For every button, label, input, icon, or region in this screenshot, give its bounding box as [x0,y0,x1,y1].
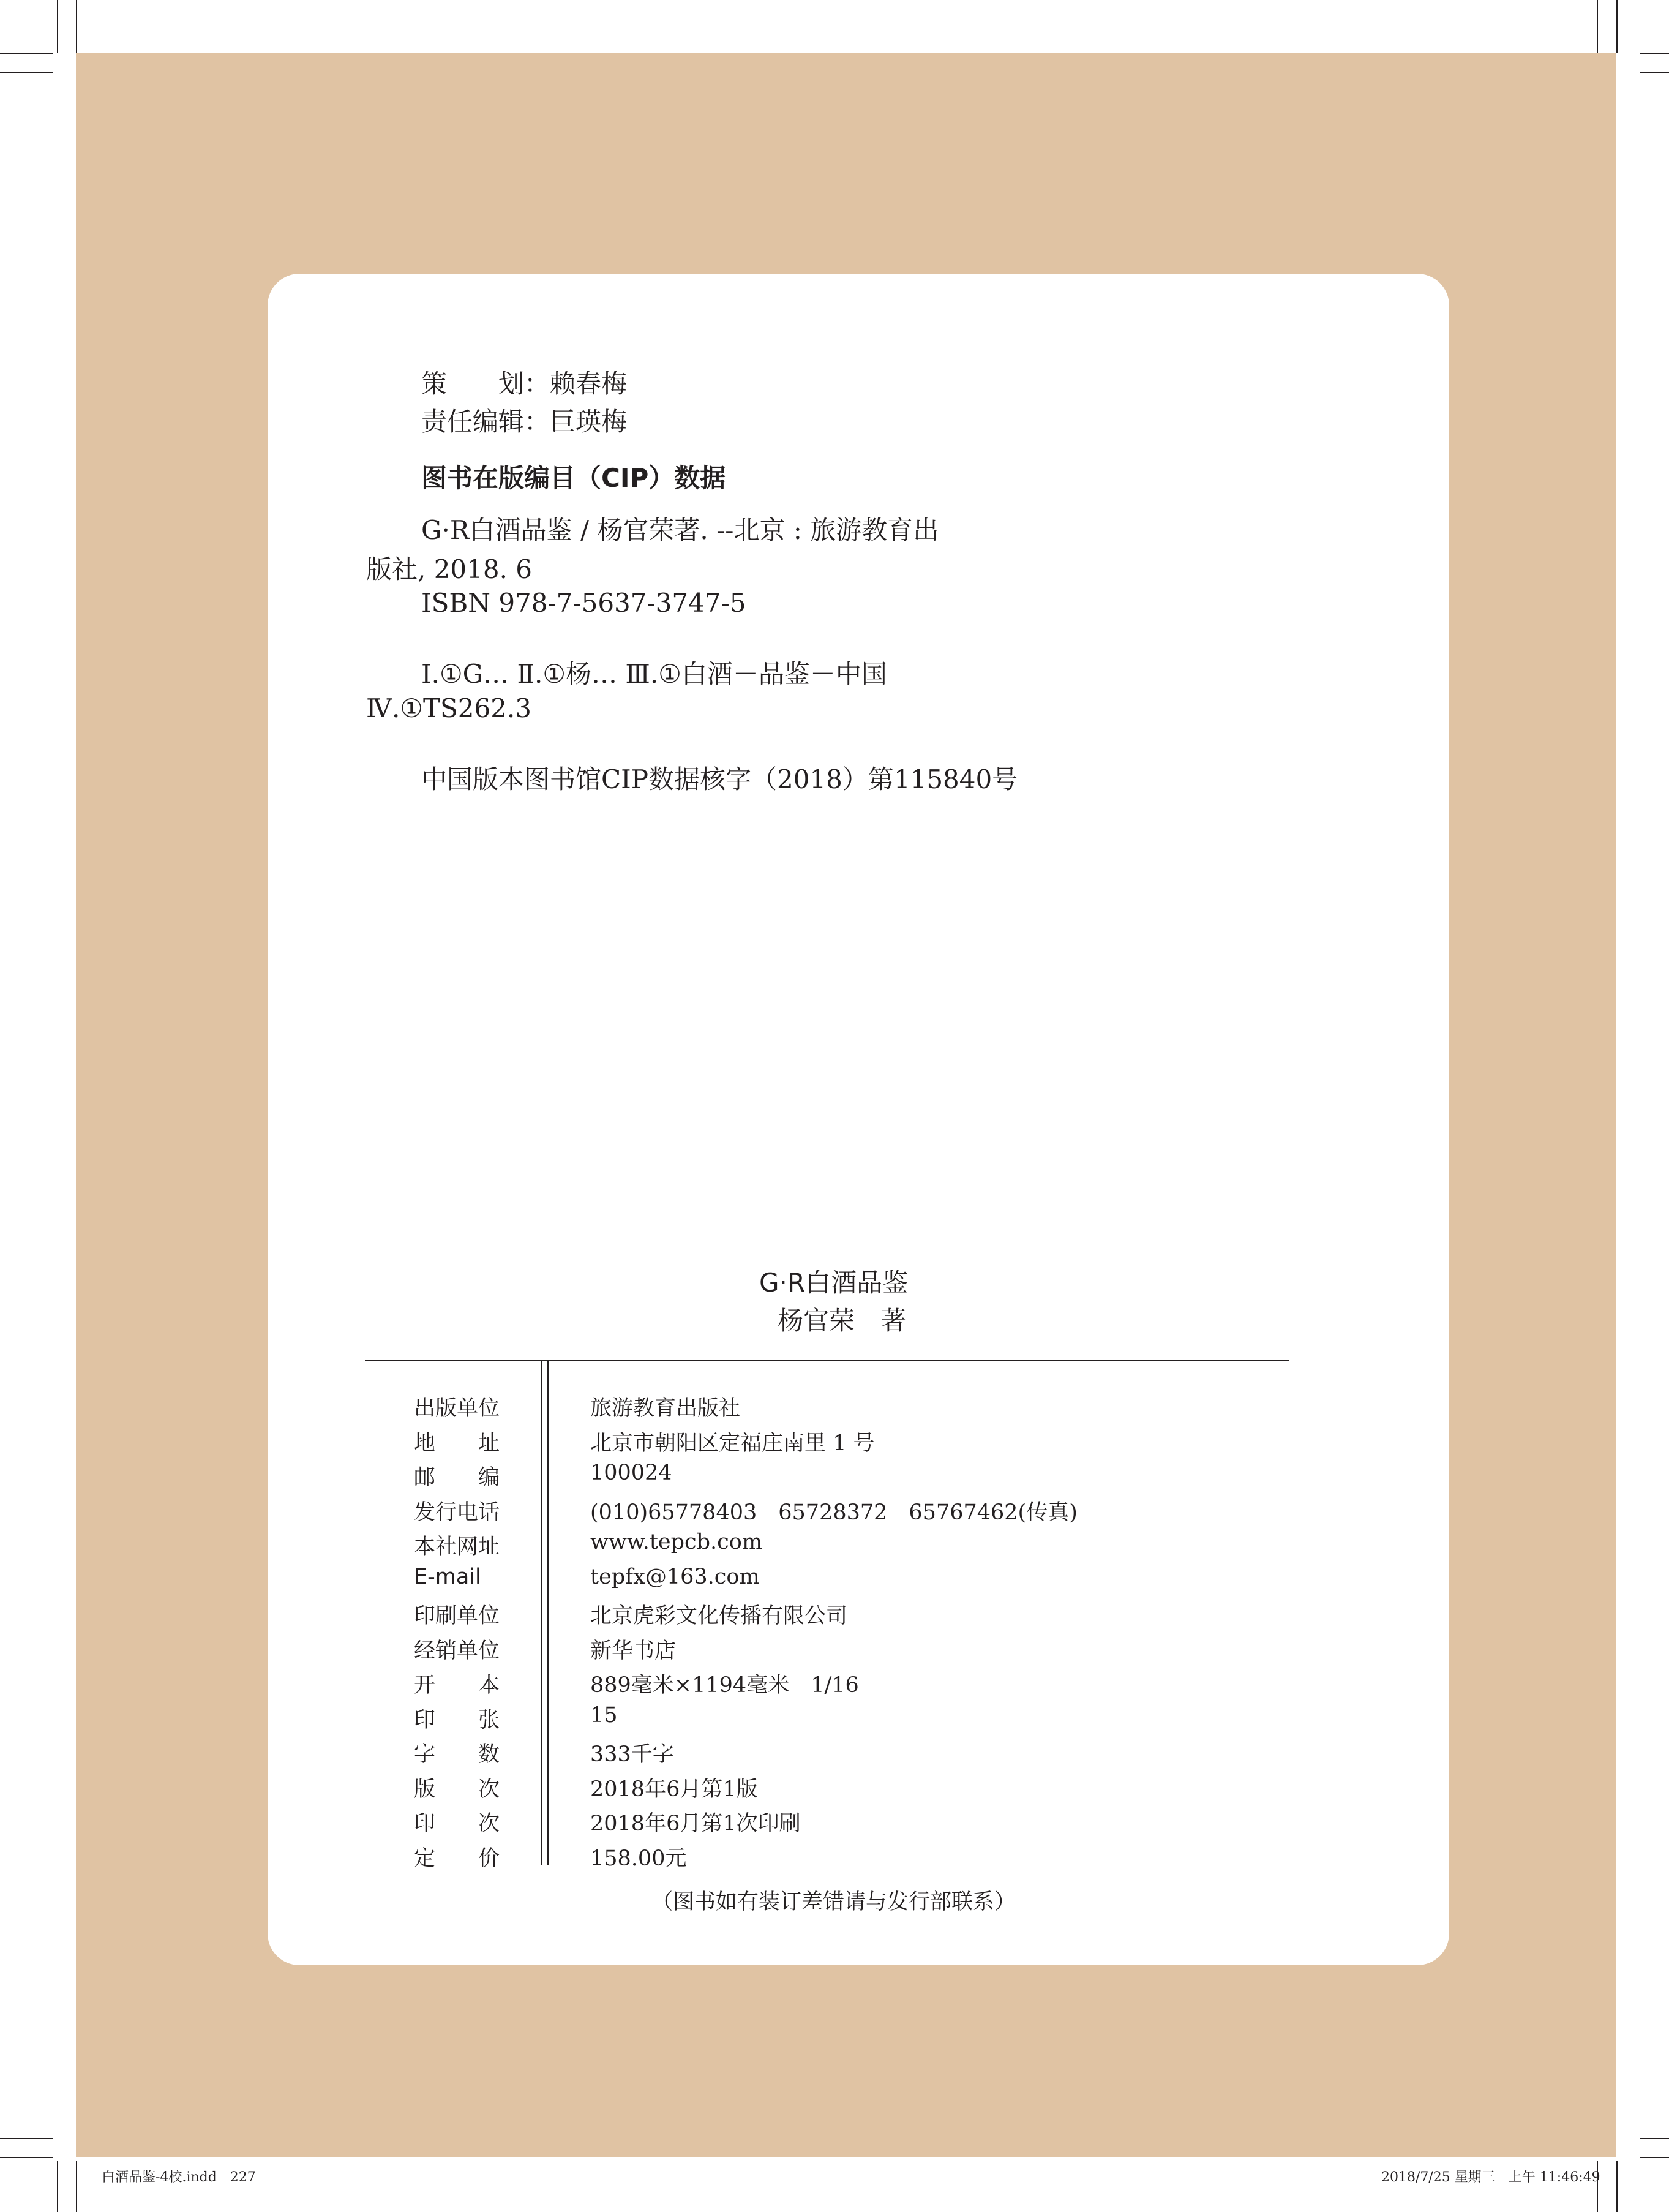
imprint-divider-left [541,1361,542,1865]
crop-mark [76,2161,77,2212]
crop-mark [57,0,58,53]
imprint-value: 新华书店 [590,1639,677,1663]
imprint-value: 旅游教育出版社 [590,1396,741,1421]
imprint-value: www.tepcb.com [590,1530,763,1554]
imprint-value: 889毫米×1194毫米 1/16 [590,1673,859,1698]
imprint-value: (010)65778403 65728372 65767462(传真) [590,1500,1078,1525]
crop-mark [0,2138,53,2139]
imprint-top-rule [365,1360,1289,1361]
cip-title-line: G·R白酒品鉴 / 杨官荣著. --北京 : 旅游教育出 [421,515,939,545]
imprint-value: 100024 [590,1461,672,1485]
crop-mark [1597,0,1598,53]
planner-label: 策 划： [421,369,550,399]
imprint-value: 333千字 [590,1742,674,1767]
editor-value: 巨瑛梅 [550,407,628,437]
crop-mark [0,2157,53,2158]
slug-filename: 白酒品鉴-4校.indd 227 [102,2170,256,2185]
planner-credit [421,364,627,401]
imprint-value: tepfx@163.com [590,1565,760,1589]
cip-approval-number: 中国版本图书馆CIP数据核字（2018）第115840号 [421,764,1018,794]
crop-mark [1616,2161,1618,2212]
slug-timestamp: 2018/7/25 星期三 上午 11:46:49 [1381,2170,1600,2185]
crop-mark [0,53,53,54]
cip-classification-line-2: Ⅳ.①TS262.3 [366,693,531,723]
crop-mark [0,72,53,73]
crop-mark [57,2161,58,2212]
crop-mark [76,0,77,53]
imprint-label: 邮 编 [414,1465,500,1490]
imprint-label: 印 次 [414,1811,500,1836]
imprint-label: 版 次 [414,1777,500,1802]
imprint-label: 发行电话 [414,1500,500,1525]
crop-mark [1640,53,1669,54]
imprint-label: 地 址 [414,1431,500,1456]
cip-classification-line: Ⅰ.①G… Ⅱ.①杨… Ⅲ.①白酒－品鉴－中国 [421,659,887,689]
imprint-value: 2018年6月第1次印刷 [590,1811,801,1836]
imprint-value: 15 [590,1703,618,1728]
crop-mark [1616,0,1618,53]
cip-heading: 图书在版编目（CIP）数据 [421,463,726,493]
editor-label: 责任编辑： [421,407,550,437]
book-title: G·R白酒品鉴 [759,1268,909,1298]
imprint-label: 出版单位 [414,1396,500,1421]
imprint-label: 定 价 [414,1846,500,1871]
imprint-label: 本社网址 [414,1535,500,1559]
imprint-value: 2018年6月第1版 [590,1777,758,1802]
crop-mark [1640,2138,1669,2139]
cip-isbn: ISBN 978-7-5637-3747-5 [421,588,746,618]
imprint-label: 经销单位 [414,1639,500,1663]
imprint-label: E-mail [414,1565,481,1589]
imprint-label: 开 本 [414,1673,500,1698]
book-author: 杨官荣 著 [778,1306,907,1336]
crop-mark [1640,2157,1669,2158]
imprint-label: 印刷单位 [414,1604,500,1628]
binding-error-notice: （图书如有装订差错请与发行部联系） [651,1890,1016,1914]
imprint-label: 印 张 [414,1708,500,1732]
imprint-value: 北京虎彩文化传播有限公司 [590,1604,848,1628]
cip-publisher-line: 版社, 2018. 6 [366,554,533,584]
imprint-value: 北京市朝阳区定福庄南里 1 号 [590,1431,875,1456]
crop-mark [1640,72,1669,73]
imprint-label: 字 数 [414,1742,500,1767]
imprint-value: 158.00元 [590,1846,687,1871]
planner-value: 赖春梅 [550,369,628,399]
editor-credit [421,402,627,438]
imprint-divider-right [547,1361,549,1865]
